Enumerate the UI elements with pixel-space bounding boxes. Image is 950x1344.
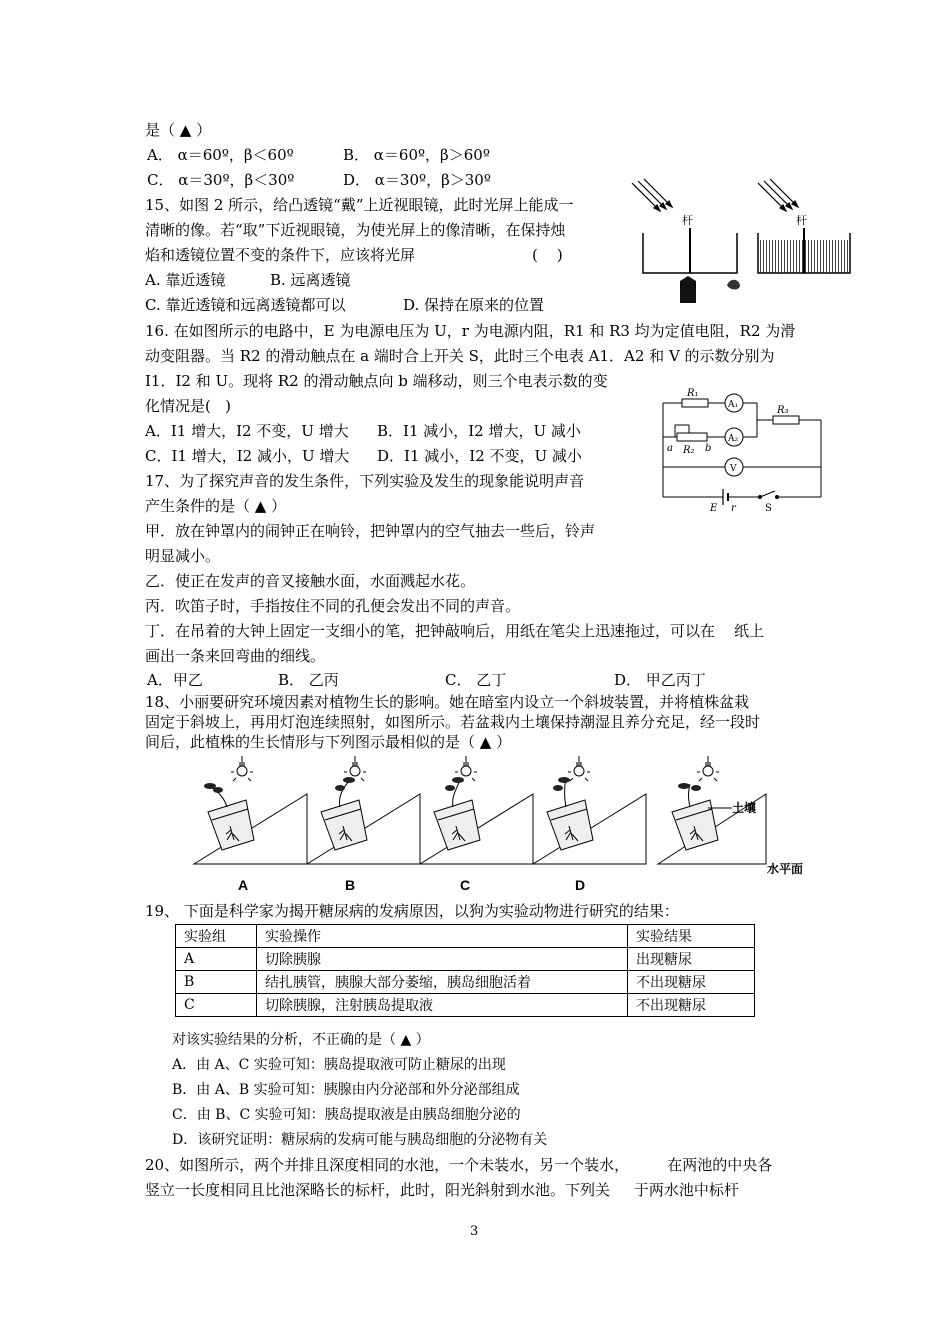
q14-option-d: D． α＝30º，β＞30º: [343, 171, 491, 189]
pools-figure: [630, 178, 855, 308]
q16-option-c: C．I1 增大，I2 减小，U 增大: [145, 447, 350, 465]
svg-text:V: V: [730, 464, 737, 474]
resistor-r3: [773, 416, 799, 424]
svg-text:R₃: R₃: [777, 405, 789, 416]
header-result: 实验结果: [628, 925, 755, 948]
figure-label-b: B: [345, 877, 356, 893]
svg-text:A₁: A₁: [728, 400, 739, 410]
q15-line-2: 清晰的像。若“取”下近视眼镜，为使光屏上的像清晰，在保持烛: [145, 221, 566, 239]
experiment-table: [175, 924, 755, 1017]
q16-option-b: B．I1 减小，I2 增大，U 减小: [377, 422, 581, 440]
svg-text:R₁: R₁: [687, 388, 699, 399]
candle-icon: [680, 276, 696, 303]
table-header-row: [176, 925, 755, 948]
pole-label-left: 杆: [682, 214, 693, 227]
q19-question: 对该实验结果的分析，不正确的是（ ▲ ）: [172, 1032, 430, 1048]
q16-line-4: 化情况是( ): [145, 397, 232, 415]
plant-slope-figure: [172, 752, 812, 874]
rheostat-r2: [677, 433, 707, 441]
pole-label-right: 杆: [796, 214, 807, 227]
ground-label: 水平面: [767, 862, 804, 876]
figure-label-d: D: [575, 877, 586, 893]
q15-line-3: 焰和透镜位置不变的条件下，应该将光屏: [145, 246, 416, 264]
header-operation: 实验操作: [257, 925, 628, 948]
q17-ding-2: 画出一条来回弯曲的细线。: [145, 647, 326, 665]
svg-text:a: a: [667, 443, 673, 454]
table-row: B 结扎胰管，胰腺大部分萎缩，胰岛细胞活着 不出现糖尿: [176, 971, 755, 994]
q15-option-c: C. 靠近透镜和远离透镜都可以: [145, 296, 346, 314]
q17-ding-1: 丁．在吊着的大钟上固定一支细小的笔，把钟敲响后，用纸在笔尖上迅速拖过，可以在 纸上: [145, 622, 765, 640]
q19-option-a: A．由 A、C 实验可知：胰岛提取液可防止糖尿的出现: [172, 1057, 506, 1073]
q20-line-2: 竖立一长度相同且比池深略长的标杆，此时，阳光斜射到水池。下列关 于两水池中标杆: [145, 1181, 739, 1199]
q14-tail: 是（ ▲ ）: [145, 121, 212, 139]
resistor-r1: [682, 399, 708, 407]
lens-icon: [727, 280, 740, 290]
svg-text:A₂: A₂: [728, 434, 739, 444]
q18-line-3: 间后，此植株的生长情形与下列图示最相似的是（ ▲ ）: [145, 733, 512, 751]
table-row: A 切除胰腺 出现糖尿: [176, 948, 755, 971]
q19-option-c: C．由 B、C 实验可知：胰岛提取液是由胰岛细胞分泌的: [172, 1107, 521, 1123]
q15-line-1: 15、如图 2 所示，给凸透镜“戴”上近视眼镜，此时光屏上能成一: [145, 196, 574, 214]
svg-text:r: r: [731, 503, 736, 514]
circuit-diagram: [655, 385, 830, 515]
svg-text:S: S: [765, 503, 772, 514]
q16-line-1: 16. 在如图所示的电路中，E 为电源电压为 U，r 为电源内阻，R1 和 R3 均为定值电阻，R2 为滑: [145, 322, 796, 340]
q15-answer-paren: ( ): [532, 246, 563, 264]
q16-line-2: 动变阻器。当 R2 的滑动触点在 a 端时合上开关 S，此时三个电表 A1．A2 和 V 的示数分别为: [145, 347, 775, 365]
switch-s: [760, 491, 775, 497]
q19-option-b: B．由 A、B 实验可知：胰腺由内分泌部和外分泌部组成: [172, 1082, 520, 1098]
svg-text:b: b: [705, 443, 712, 454]
q17-option-a: A．甲乙: [147, 671, 203, 689]
q17-jia-1: 甲．放在钟罩内的闹钟正在响铃，把钟罩内的空气抽去一些后，铃声: [145, 522, 596, 540]
q14-option-c: C． α＝30º，β＜30º: [147, 171, 295, 189]
q17-option-d: D． 甲乙丙丁: [614, 671, 706, 689]
svg-text:R₂: R₂: [683, 445, 695, 456]
q17-bing: 丙．吹笛子时，手指按住不同的孔便会发出不同的声音。: [145, 597, 521, 615]
svg-text:E: E: [710, 503, 718, 514]
q16-line-3: I1．I2 和 U。现将 R2 的滑动触点向 b 端移动，则三个电表示数的变: [145, 372, 608, 390]
q17-jia-2: 明显减小。: [145, 547, 221, 565]
q16-option-d: D．I1 减小，I2 不变，U 减小: [377, 447, 582, 465]
q20-line-1: 20、如图所示，两个并排且深度相同的水池，一个未装水，另一个装水， 在两池的中央各: [145, 1156, 773, 1174]
q17-option-c: C． 乙丁: [445, 671, 507, 689]
figure-label-a: A: [238, 877, 249, 893]
q15-option-a: A. 靠近透镜: [145, 271, 226, 289]
figure-label-c: C: [460, 877, 471, 893]
q18-line-2: 固定于斜坡上，再用灯泡连续照射，如图所示。若盆栽内土壤保持潮湿且养分充足，经一段时: [145, 713, 761, 731]
sunlight-rays-right: [758, 179, 798, 211]
page-number: 3: [470, 1224, 479, 1239]
q17-yi: 乙．使正在发声的音叉接触水面，水面溅起水花。: [145, 572, 476, 590]
q17-option-b: B． 乙丙: [278, 671, 339, 689]
sunlight-rays-left: [632, 179, 672, 211]
q17-line-2: 产生条件的是（ ▲ ）: [145, 497, 287, 515]
table-row: C 切除胰腺，注射胰岛提取液 不出现糖尿: [176, 994, 755, 1017]
q15-option-d: D. 保持在原来的位置: [403, 296, 545, 314]
q18-line-1: 18、小丽要研究环境因素对植物生长的影响。她在暗室内设立一个斜坡装置，并将植株盆栽: [145, 693, 750, 711]
q19-intro: 19、 下面是科学家为揭开糖尿病的发病原因，以狗为实验动物进行研究的结果：: [145, 902, 679, 920]
q19-option-d: D．该研究证明：糖尿病的发病可能与胰岛细胞的分泌物有关: [172, 1132, 548, 1148]
soil-label: 土壤: [732, 801, 757, 815]
header-group: 实验组: [176, 925, 257, 948]
q16-option-a: A．I1 增大，I2 不变，U 增大: [145, 422, 349, 440]
q14-option-b: B． α＝60º，β＞60º: [343, 146, 490, 164]
q15-option-b: B. 远离透镜: [270, 271, 351, 289]
q17-line-1: 17、为了探究声音的发生条件，下列实验及发生的现象能说明声音: [145, 472, 585, 490]
q14-option-a: A． α＝60º，β＜60º: [147, 146, 294, 164]
